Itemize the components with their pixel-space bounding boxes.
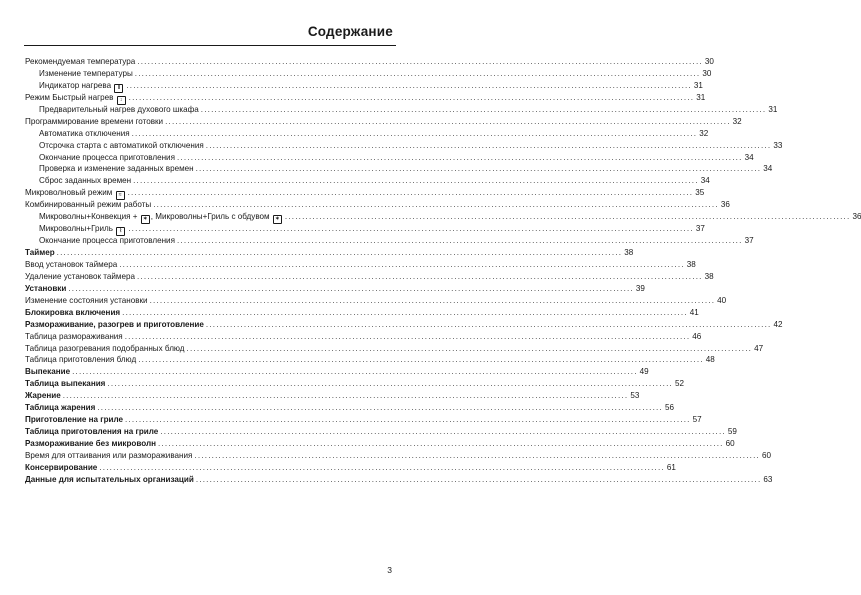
toc-entry-label-group [25,426,158,438]
toc-entry-page: 33 [773,140,783,150]
toc-entry-page: 37 [695,224,705,234]
toc-entry-label-group [39,235,175,247]
toc-entry [25,235,754,247]
toc-leader-dots [196,163,762,175]
toc-leader-dots [119,259,685,271]
toc-entry-label-group [25,116,163,128]
toc-entry-page: 34 [763,164,773,174]
toc-entry-label-continued: , Микроволны+Гриль с обдувом [150,212,270,222]
toc-entry [25,438,735,450]
toc-entry-label-group [25,414,123,426]
toc-entry-page: 40 [717,295,727,305]
toc-entry-page: 31 [696,92,706,102]
toc-entry-label: Микроволны+Гриль [39,224,113,234]
toc-entry-label-group [39,163,194,175]
toc-entry [25,80,703,92]
page-title: Содержание [307,24,393,39]
toc-entry [25,366,649,378]
toc-entry [25,187,705,199]
toc-entry-page: 46 [692,331,702,341]
toc-entry-label: Изменение температуры [39,68,133,78]
toc-entry [25,175,710,187]
toc-entry-page: 36 [720,200,730,210]
toc-entry-label-group [25,390,61,402]
toc-leader-dots [128,187,694,199]
toc-entry-label: Изменение состояния установки [25,295,148,305]
toc-entry-label: Индикатор нагрева [39,80,112,90]
toc-entry-label: Консервирование [25,462,98,472]
toc-leader-dots [68,283,634,295]
toc-entry [25,271,714,283]
toc-entry-label-group [25,319,204,331]
toc-entry-page: 59 [727,427,737,437]
toc-entry-label: Программирование времени готовки [25,116,164,126]
toc-entry [25,319,783,331]
toc-entry-page: 39 [635,283,645,293]
toc-entry [25,343,764,355]
toc-entry-page: 35 [695,188,705,198]
toc-entry-label-group [39,140,204,152]
toc-entry-label: Микроволновый режим [25,188,113,198]
toc-entry-page: 41 [689,307,699,317]
toc-entry-page: 61 [666,462,676,472]
toc-entry-page: 57 [692,415,702,425]
toc-entry-label-group [39,152,175,164]
toc-entry-page: 49 [639,367,649,377]
toc-entry [25,462,676,474]
toc-entry [25,390,640,402]
toc-leader-dots [126,80,692,92]
toc-entry [25,426,737,438]
toc-leader-dots [125,331,691,343]
toc-leader-dots [150,295,716,307]
toc-entry-page: 38 [624,248,634,257]
toc-leader-dots [201,104,767,116]
toc-entry-page: 60 [762,450,772,460]
toc-entry [25,163,773,175]
convection-icon: ✶ [141,215,150,224]
thermometer-icon: ‖ [114,84,123,93]
toc-entry-label-group [25,199,151,211]
grill-icon: ⌇ [116,227,125,236]
toc-entry-label: Режим Быстрый нагрев [25,92,114,102]
toc-entry-label: Приготовление на гриле [25,415,124,425]
toc-entry-label-group [39,175,131,187]
toc-entry-label: Сброс заданных времен [39,176,132,186]
toc-entry-label: Выпекание [25,367,71,377]
toc-entry-label: Таблица выпекания [25,379,106,389]
toc-entry [25,223,705,235]
toc-entry [25,450,772,462]
toc-entry-label-group [25,283,66,295]
toc-entry-label: Рекомендуемая температура [25,57,136,66]
toc-entry-page: 37 [744,236,754,246]
toc-entry [25,152,754,164]
toc-entry-page: 32 [732,116,742,126]
toc-entry-label-group [39,128,130,140]
toc-entry-label-group [25,402,95,414]
toc-leader-dots [107,378,673,390]
toc-leader-dots [122,307,688,319]
toc-leader-dots [138,354,704,366]
toc-entry [25,259,696,271]
toc-leader-dots [160,426,726,438]
toc-leader-dots [63,390,629,402]
toc-entry [25,331,702,343]
toc-entry-page: 42 [773,319,783,329]
toc-entry-page: 34 [744,152,754,162]
toc-entry-page: 31 [693,80,703,90]
toc-entry-page: 34 [700,176,710,186]
toc-leader-dots [137,271,703,283]
toc-entry-page: 30 [702,68,712,78]
toc-entry-label: Жарение [25,391,61,401]
toc-entry-label-group [25,450,192,462]
header-divider [24,45,396,46]
toc-entry-label-group [25,378,105,390]
toc-entry-label-group [25,295,148,307]
toc-entry-label: Удаление установок таймера [25,271,135,281]
toc-entry [25,283,645,295]
toc-entry-label-group [25,474,194,486]
toc-entry-label: Предварительный нагрев духового шкафа [39,104,199,114]
toc-leader-dots [196,474,762,486]
toc-entry-page: 60 [725,439,735,448]
toc-entry-label: Таблица приготовления на гриле [25,427,159,437]
toc-entry-label-group [25,271,135,283]
toc-entry [25,92,706,104]
toc-entry-page: 52 [675,379,685,389]
toc-entry-label-group [25,247,55,259]
toc-leader-dots [57,247,623,259]
toc-entry-label-group [25,259,117,271]
toc-entry [25,354,715,366]
page-number: 3 [387,565,392,575]
toc-entry-label: Отсрочка старта с автоматикой отключения [39,140,204,150]
toc-entry [25,402,674,414]
toc-entry-page: 38 [686,259,696,269]
toc-leader-dots [132,128,698,140]
rapid-heat-icon: ↕ [117,96,126,105]
toc-entry-label-group [39,104,199,116]
toc-leader-dots [177,152,743,164]
toc-leader-dots [187,343,753,355]
toc-entry-label: Ввод установок таймера [25,259,118,269]
toc-leader-dots [129,92,695,104]
toc-leader-dots [128,223,694,235]
toc-entry-label-group [25,354,136,366]
toc-leader-dots [285,211,851,223]
toc-entry-label-group [25,462,97,474]
toc-entry-label: Установки [25,283,67,293]
toc-entry [25,104,778,116]
toc-entry-page: 31 [768,104,778,114]
toc-entry-label: Окончание процесса приготовления [39,152,175,162]
toc-leader-dots [177,235,743,247]
toc-leader-dots [206,319,772,331]
toc-entry-label: Таймер [25,248,55,257]
toc-leader-dots [133,175,699,187]
toc-entry [25,378,685,390]
toc-entry-page: 47 [754,343,764,353]
toc-entry [25,116,742,128]
toc-entry-label-group [25,343,185,355]
fan-grill-icon: ✶ [273,215,282,224]
toc-entry-label: Проверка и изменение заданных времен [39,164,194,174]
toc-entry-page: 32 [699,128,709,138]
toc-entry [25,414,702,426]
toc-leader-dots [97,402,663,414]
toc-entry [25,199,730,211]
toc-entry-label: Данные для испытательных организаций [25,474,194,484]
toc-entry [25,211,861,223]
toc-entry-label: Таблица размораживания [25,331,123,341]
toc-entry-label: Блокировка включения [25,307,121,317]
toc-leader-dots [206,140,772,152]
toc-entry [25,247,634,259]
toc-entry-label: Автоматика отключения [39,128,130,138]
toc-entry [25,140,783,152]
toc-entry [25,56,714,68]
microwave-icon: ≈ [116,191,125,200]
toc-leader-dots [165,116,731,128]
toc-leader-dots [99,462,665,474]
toc-entry-label: Размораживание без микроволн [25,439,156,448]
toc-leader-dots [153,199,719,211]
toc-entry [25,295,727,307]
toc-entry [25,307,699,319]
toc-entry-page: 56 [664,403,674,413]
toc-entry [25,474,773,486]
toc-entry-page: 36 [852,212,861,222]
toc-entry-page: 38 [704,271,714,281]
toc-entry-label: Таблица жарения [25,403,96,413]
toc-entry-page: 30 [704,57,714,66]
toc-entry-label-group [25,307,120,319]
toc-entry-label: Комбинированный режим работы [25,200,152,210]
toc-entry-page: 63 [763,474,773,484]
toc-leader-dots [72,366,638,378]
toc-leader-dots [158,438,724,450]
toc-entry-label: Окончание процесса приготовления [39,236,175,246]
toc-entry-label: Таблица приготовления блюд [25,355,137,365]
toc-entry-label: Таблица разогревания подобранных блюд [25,343,185,353]
toc-entry-label-group [25,438,156,450]
toc-entry [25,68,712,80]
toc-entry-label-group [25,366,70,378]
toc-entry-label-group [25,56,135,68]
toc-entry-page: 53 [630,391,640,401]
toc-leader-dots [137,56,703,68]
toc-entry-page: 48 [705,355,715,365]
toc-entry-label: Время для оттаивания или размораживания [25,450,193,460]
toc-entry-label-group [39,68,133,80]
toc-leader-dots [125,414,691,426]
toc-leader-dots [194,450,760,462]
toc-leader-dots [135,68,701,80]
table-of-contents [25,56,861,486]
toc-entry-label: Размораживание, разогрев и приготовление [25,319,204,329]
toc-entry [25,128,709,140]
toc-entry-label-group [25,331,123,343]
toc-entry-label: Микроволны+Конвекция + [39,212,138,222]
